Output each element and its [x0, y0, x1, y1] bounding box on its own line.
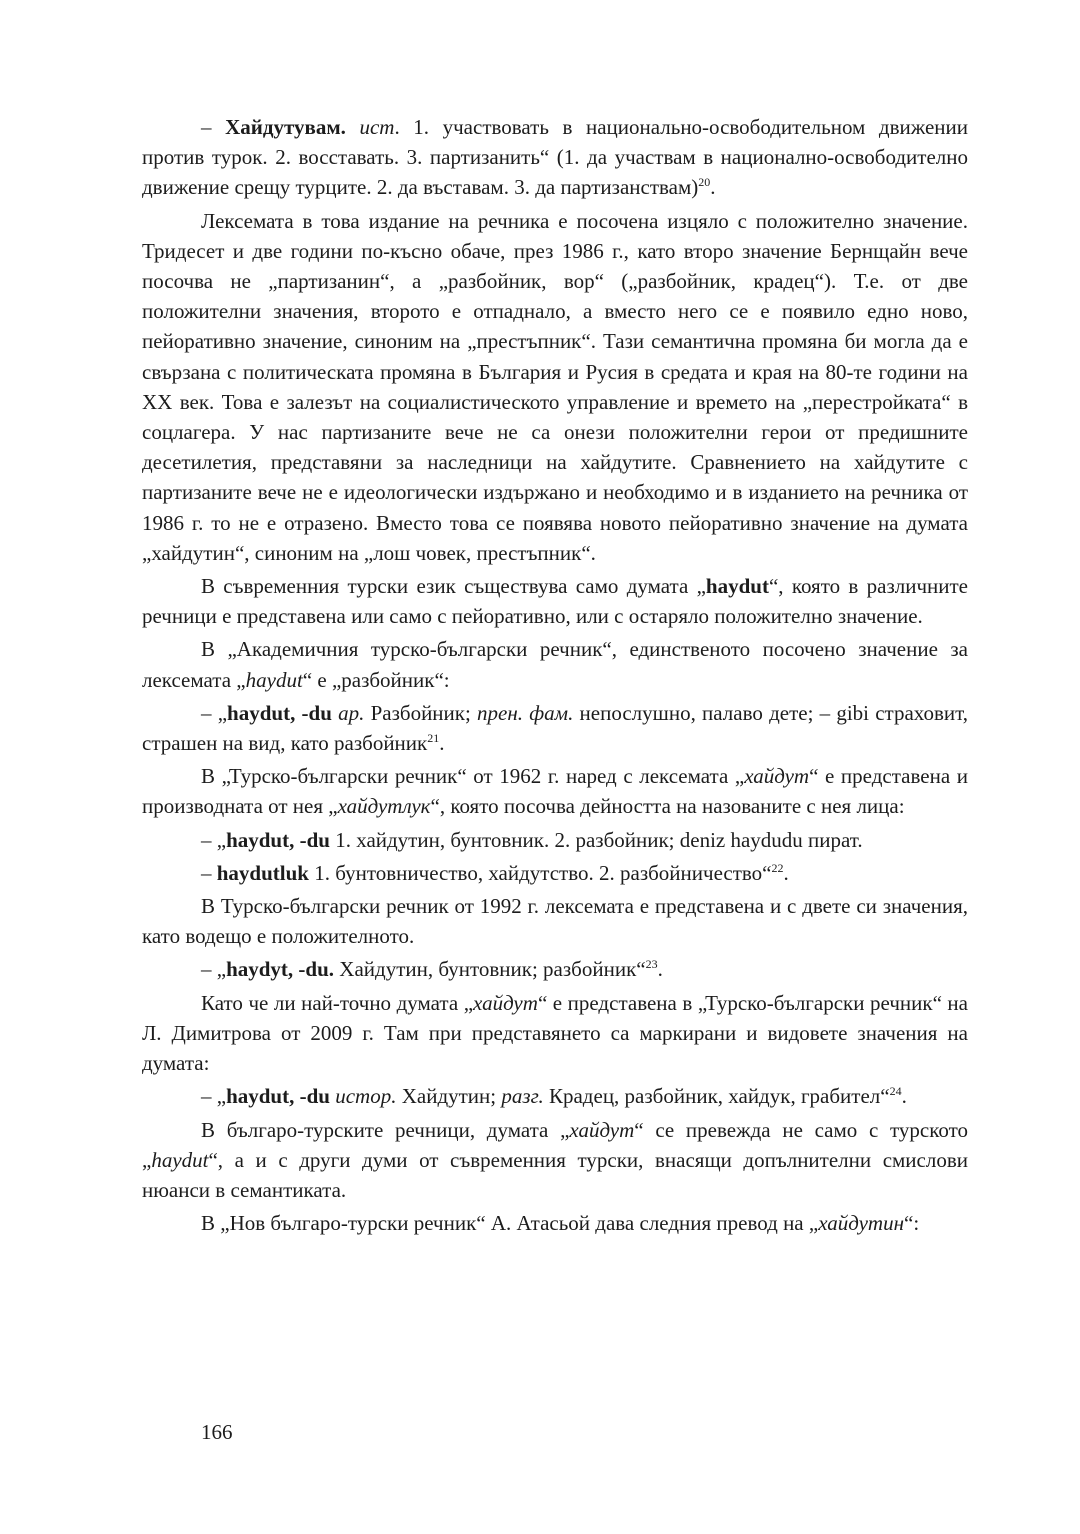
page-body	[142, 112, 968, 1238]
paragraph-academic-dictionary: В „Академичния турско-български речник“, единственото посочено значение за лексемата „haydut“ е „разбойник“:	[142, 637, 968, 692]
paragraph-bernstein-analysis: Лексемата в това издание на речника е посочена изцяло с положително значение. Тридесет и две години по-късно обаче, през 1986 г., като второ значение Бернщайн вече посочва не „партизанин“, а „разбойник, вор“ („разбойник, крадец“). Т.е. от две положителни значения, второто е отпаднало, а вместо него се е появило едно ново, пейоративно значение, синоним на „престъпник“. Тази семантична промяна би могла да е свързана с политическата промяна в България и Русия в средата и края на 80-те години на XX век. Това е залезът на социалистическото управление и времето на „перестройката“ в соцлагера. У нас партизаните вече не са онези положителни герои от предишните десетилетия, представяни за наследници на хайдутите. Сравнението на хайдутите с партизаните вече не е идеологически издържано и необходимо и в изданието на речника от 1986 г. то не е отразено. Вместо това се появява новото пейоративно значение на думата „хайдутин“, синоним на „лош човек, престъпник“.	[142, 208, 968, 565]
paragraph-atasoy-dictionary: В „Нов българо-турски речник“ А. Атасьой дава следния превод на „хайдутин“:	[201, 1211, 920, 1236]
paragraph-1962-dictionary: В „Турско-български речник“ от 1962 г. наред с лексемата „хайдут“ е представена и производната от нея „хайдутлук“, която посочва дейността на назованите с нея лица:	[142, 764, 968, 819]
dictionary-example-haydyt: – „haydyt, -du. Хайдутин, бунтовник; разбойник“$^{23}$.	[201, 957, 663, 982]
dictionary-example-haydut-1: – „haydut, -du ар. Разбойник; прен. фам. непослушно, палаво дете; – gibi страховит, страшен на вид, като разбойник$^{21}$.	[142, 700, 969, 756]
footnote-ref-23: 23	[645, 957, 658, 972]
footnote-ref-20: 20	[698, 175, 711, 190]
footnote-ref-22: 22	[771, 860, 784, 875]
footnote-ref-21: 21	[427, 731, 440, 746]
dictionary-example-haydutluk: – haydutluk 1. бунтовничество, хайдутство. 2. разбойничество“$^{22}$.	[201, 860, 789, 885]
paragraph-dimitrova-dictionary: Като че ли най-точно думата „хайдут“ е представена в „Турско-български речник“ на Л. Димитрова от 2009 г. Там при представянето са маркирани и видовете значения на думата:	[142, 990, 968, 1076]
paragraph-entry-haydutuvam: – Хайдутувам. ист. 1. участвовать в национально-освободительном движении против турок. 2. восставать. 3. партизанить“ (1. да участвам в национално-освободително движение срещу турците. 2. да въставам. 3. да партизанствам)$^{20}$.	[142, 115, 969, 200]
paragraph-modern-turkish: В съвременния турски език съществува само думата „haydut“, която в различните речници е представена или само с пейоративно, или с остаряло положително значение.	[142, 574, 969, 629]
dictionary-example-haydut-3: – „haydut, -du истор. Хайдутин; разг. Крадец, разбойник, хайдук, грабител“$^{24}$.	[201, 1084, 907, 1109]
footnote-ref-24: 24	[889, 1084, 902, 1099]
page-number: 166	[201, 1420, 233, 1444]
paragraph-bulgarian-turkish-dictionaries: В българо-турските речници, думата „хайдут“ се превежда не само с турското „haydut“, а и с други думи от съвременния турски, внасящи допълнителни смислови нюанси в семантиката.	[142, 1117, 968, 1202]
headword: Хайдутувам.	[225, 115, 346, 139]
label-ist: ист	[359, 115, 395, 139]
paragraph-1992-dictionary: В Турско-български речник от 1992 г. лексемата е представена и с двете си значения, като водещо е положителното.	[142, 894, 968, 949]
dictionary-example-haydut-2: – „haydut, -du 1. хайдутин, бунтовник. 2. разбойник; deniz haydudu пират.	[201, 827, 863, 852]
